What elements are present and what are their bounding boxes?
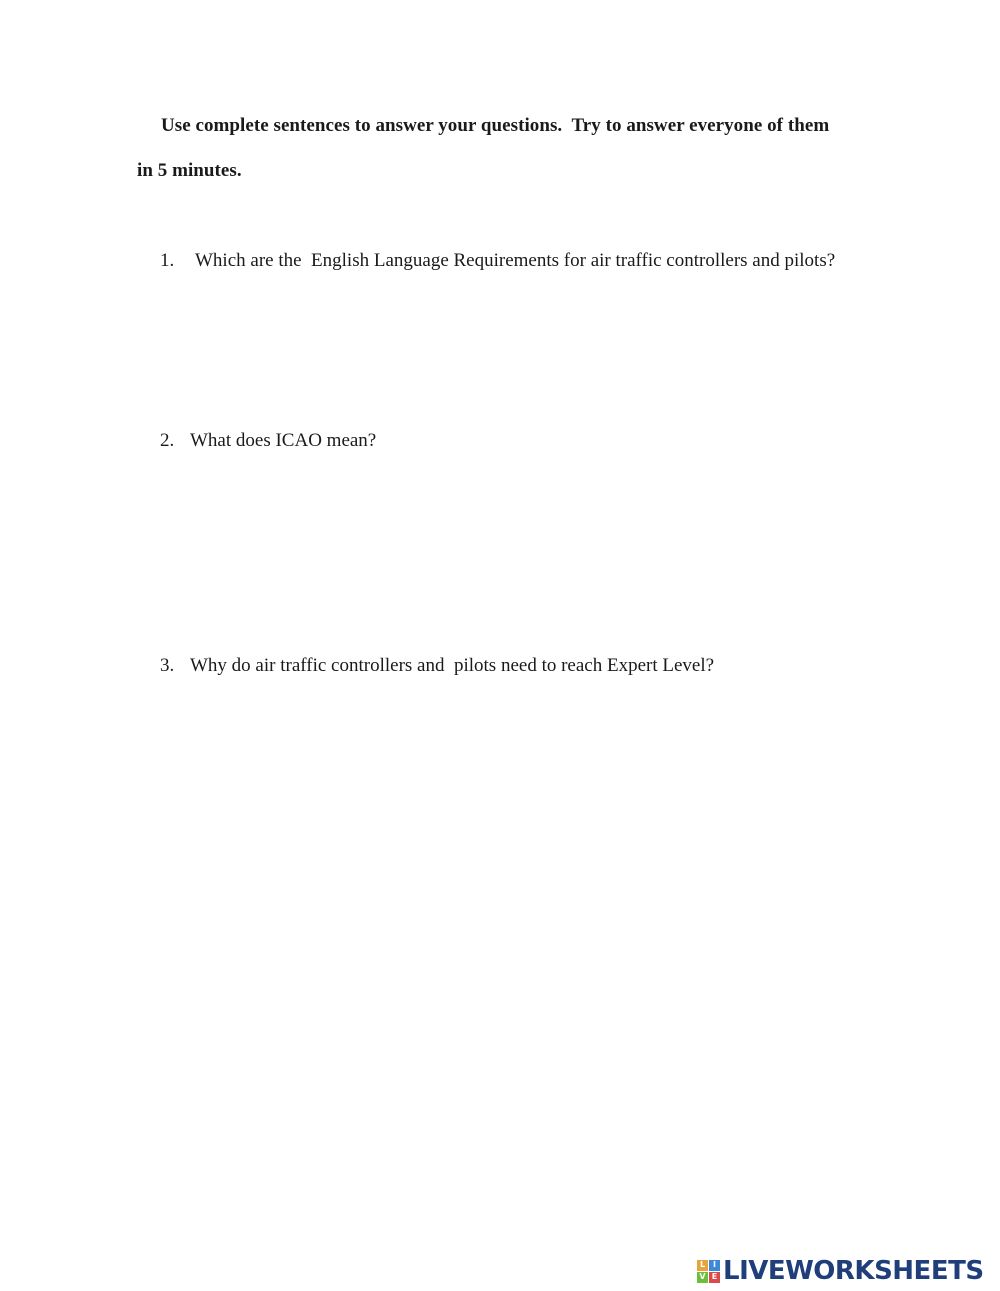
question-text: What does ICAO mean? <box>190 430 377 451</box>
question-3 <box>160 655 714 677</box>
question-2 <box>160 430 376 452</box>
logo-blocks-icon <box>697 1260 720 1283</box>
question-number: 1. <box>160 250 175 271</box>
question-text: Which are the English Language Requirements for air traffic controllers and pilots? <box>195 250 836 271</box>
logo-block-l: L <box>697 1260 708 1271</box>
question-number: 3. <box>160 655 175 676</box>
logo-block-v: V <box>697 1272 708 1283</box>
instructions-line-2: in 5 minutes. <box>137 160 242 181</box>
logo-block-i: I <box>709 1260 720 1271</box>
instructions-line-1: Use complete sentences to answer your questions. Try to answer everyone of them <box>161 115 830 136</box>
logo-text: LIVEWORKSHEETS <box>723 1256 984 1286</box>
question-text: Why do air traffic controllers and pilots need to reach Expert Level? <box>190 655 715 676</box>
liveworksheets-logo <box>697 1256 984 1286</box>
question-1 <box>160 250 835 272</box>
logo-block-e: E <box>709 1272 720 1283</box>
question-number: 2. <box>160 430 175 451</box>
